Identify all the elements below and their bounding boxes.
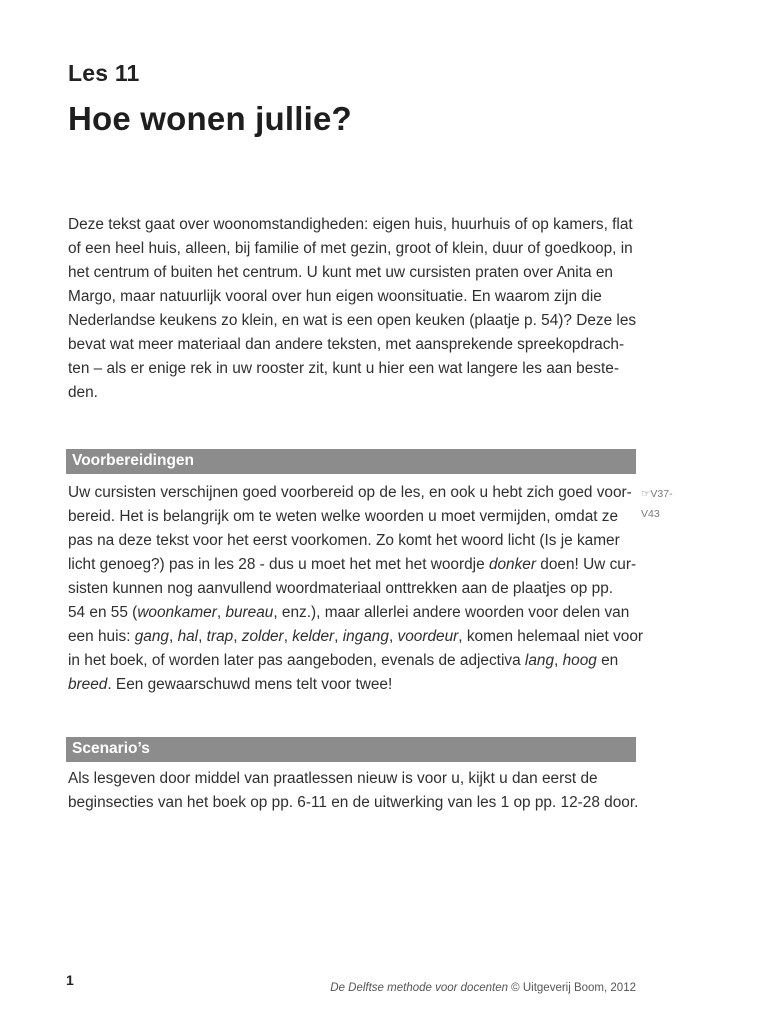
text: en [596, 652, 619, 669]
emphasis: kelder [292, 628, 335, 645]
intro-paragraph [68, 213, 636, 405]
body-line [68, 553, 636, 577]
margin-reference-line: ☞V37- [641, 488, 673, 500]
emphasis: gang [134, 628, 169, 645]
body-line: pas na deze tekst voor het eerst voorkomen. Zo komt het woord licht (Is je kamer [68, 532, 620, 549]
body-line [68, 601, 636, 625]
body-line: een huis: gang, hal, trap, zolder, kelder, ingang, voordeur, komen helemaal niet voor [68, 628, 644, 645]
voorbereidingen-paragraph [68, 481, 644, 697]
lesson-label: Les 11 [68, 60, 140, 86]
emphasis: ingang [342, 628, 389, 645]
intro-line: Margo, maar natuurlijk vooral over hun eigen woonsituatie. En waarom zijn die [68, 288, 602, 305]
text: in het boek, of worden later pas aangeboden, evenals de adjectiva [68, 652, 525, 669]
body-line: beginsecties van het boek op pp. 6-11 en de uitwerking van les 1 op pp. 12-28 door. [68, 794, 639, 811]
emphasis: trap [206, 628, 234, 645]
text: , [216, 604, 226, 621]
page-number: 1 [66, 972, 74, 988]
section-heading-scenarios [66, 737, 636, 762]
body-line: bereid. Het is belangrijk om te weten welke woorden u moet vermijden, omdat ze [68, 508, 619, 525]
text: 54 en 55 ( [68, 604, 138, 621]
emphasis: lang [524, 652, 555, 669]
emphasis: breed [68, 676, 108, 693]
text: doen! Uw cur- [536, 556, 637, 573]
section-heading-label: Scenario’s [72, 740, 150, 757]
emphasis: hal [177, 628, 199, 645]
body-line: in het boek, of worden later pas aangeboden, evenals de adjectiva lang, hoog en [68, 652, 619, 669]
footer-book-title: De Delftse methode voor docenten [330, 982, 508, 994]
text: , komen helemaal niet voor [458, 628, 644, 645]
body-line: sisten kunnen nog aanvullend woordmateriaal onttrekken aan de plaatjes op pp. [68, 580, 614, 597]
intro-line: den. [68, 384, 98, 401]
text: licht genoeg?) pas in les 28 - dus u moet het met het woordje [68, 556, 485, 573]
intro-line: Nederlandse keukens zo klein, en wat is een open keuken (plaatje p. 54)? Deze les [68, 312, 637, 329]
emphasis: bureau [225, 604, 274, 621]
scenarios-paragraph [68, 767, 639, 815]
intro-line: Deze tekst gaat over woonomstandigheden: eigen huis, huurhuis of op kamers, flat [68, 216, 633, 233]
intro-line: bevat wat meer materiaal dan andere teksten, met aansprekende spreekopdrach- [68, 336, 625, 353]
emphasis: voordeur [397, 628, 459, 645]
footer-copyright: © Uitgeverij Boom, 2012 [507, 982, 636, 994]
emphasis: zolder [241, 628, 284, 645]
text: . Een gewaarschuwd mens telt voor twee! [107, 676, 393, 693]
section-heading-voorbereidingen [66, 449, 636, 474]
intro-line: het centrum of buiten het centrum. U kunt met uw cursisten praten over Anita en [68, 264, 613, 281]
text: een huis: [68, 628, 135, 645]
margin-reference-line: V43 [641, 508, 660, 520]
intro-line: ten – als er enige rek in uw rooster zit, kunt u hier een wat langere les aan beste- [68, 360, 619, 377]
intro-line: of een heel huis, alleen, bij familie of met gezin, groot of klein, duur of goedkoop, in [68, 240, 633, 257]
section-heading-label: Voorbereidingen [72, 452, 195, 469]
footer-credit [330, 982, 636, 994]
body-line: Als lesgeven door middel van praatlessen nieuw is voor u, kijkt u dan eerst de [68, 770, 598, 787]
page-title: Hoe wonen jullie? [68, 100, 352, 137]
margin-reference [641, 484, 691, 524]
body-line [68, 673, 636, 697]
emphasis: donker [488, 556, 536, 573]
body-line: Uw cursisten verschijnen goed voorbereid op de les, en ook u hebt zich goed voor- [68, 484, 632, 501]
text: , enz.), maar allerlei andere woorden voor delen van [273, 604, 630, 621]
emphasis: hoog [562, 652, 597, 669]
emphasis: woonkamer [137, 604, 217, 621]
